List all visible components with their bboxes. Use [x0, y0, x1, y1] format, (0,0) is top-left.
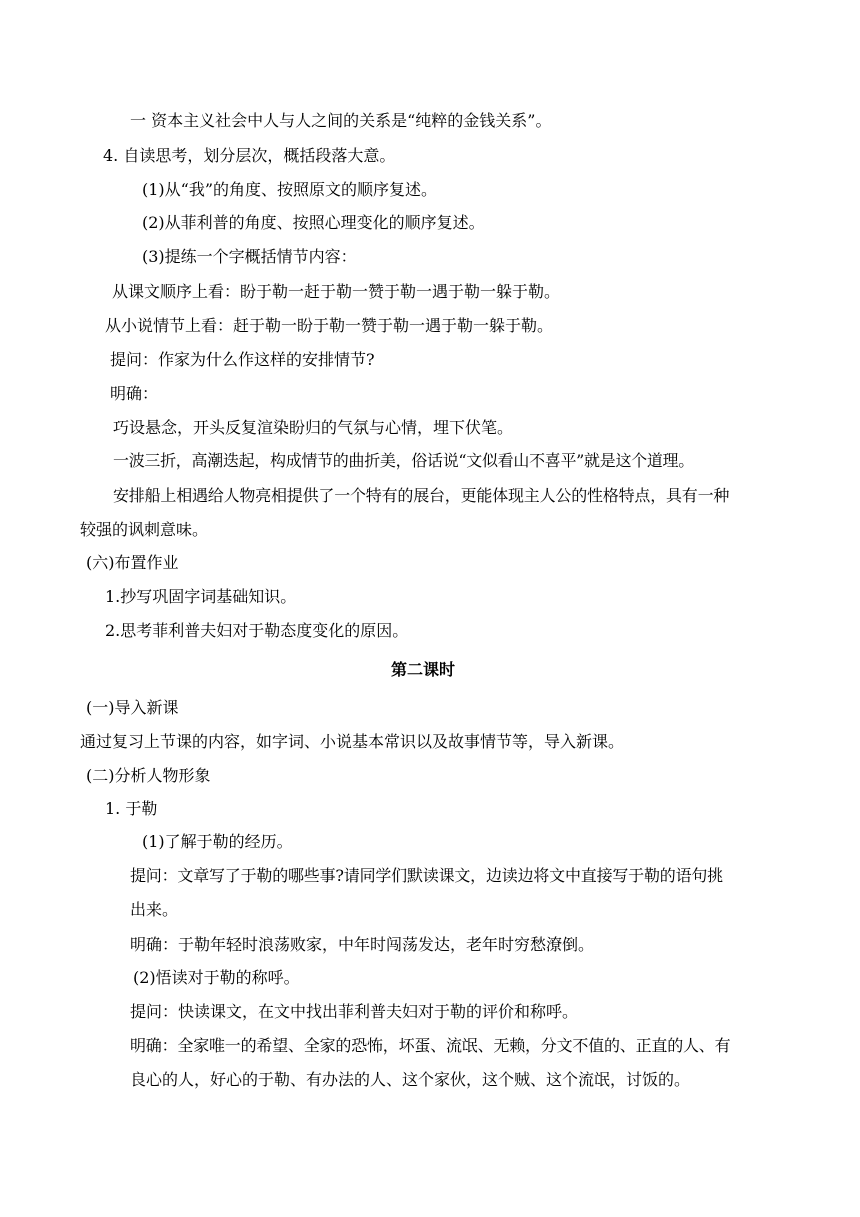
lesson-title: 第二课时	[391, 660, 456, 679]
text-line: 良心的人，好心的于勒、有办法的人、这个家伙，这个贼、这个流氓，讨饭的。	[130, 1070, 691, 1089]
section-heading: (一)导入新课	[86, 698, 179, 717]
text-line: 提问：快读课文，在文中找出菲利普夫妇对于勒的评价和称呼。	[130, 1002, 579, 1021]
text-line: 明确：于勒年轻时浪荡败家，中年时闯荡发达，老年时穷愁潦倒。	[130, 935, 595, 954]
section-heading: (二)分析人物形象	[86, 766, 211, 785]
text-line: 一波三折，高潮迭起，构成情节的曲折美，俗话说“文似看山不喜平”就是这个道理。	[113, 451, 694, 470]
text-line: (2)悟读对于勒的称呼。	[133, 968, 300, 987]
text-line: (1)从“我”的角度、按照原文的顺序复述。	[142, 180, 438, 199]
text-line: (3)提练一个字概括情节内容：	[142, 247, 357, 266]
text-line: 从小说情节上看：赶于勒一盼于勒一赞于勒一遇于勒一躲于勒。	[105, 316, 554, 335]
list-item: 2.思考菲利普夫妇对于勒态度变化的原因。	[105, 621, 409, 640]
text-line: 明确：全家唯一的希望、全家的恐怖，坏蛋、流氓、无赖，分文不值的、正直的人、有	[130, 1036, 731, 1055]
subsection-heading: 1. 于勒	[105, 799, 158, 818]
text-line: 较强的讽刺意味。	[80, 520, 209, 539]
text-line: 通过复习上节课的内容，如字词、小说基本常识以及故事情节等，导入新课。	[80, 732, 625, 751]
text-line: 提问：文章写了于勒的哪些事?请同学们默读课文，边读边将文中直接写于勒的语句挑	[130, 866, 723, 885]
text-line: 提问：作家为什么作这样的安排情节?	[110, 350, 375, 369]
text-line: (2)从菲利普的角度、按照心理变化的顺序复述。	[142, 213, 485, 232]
text-line: 从课文顺序上看：盼于勒一赶于勒一赞于勒一遇于勒一躲于勒。	[112, 282, 561, 301]
text-line: 4. 自读思考，划分层次，概括段落大意。	[103, 146, 396, 165]
text-line: 安排船上相遇给人物亮相提供了一个特有的展台，更能体现主人公的性格特点，具有一种	[113, 486, 730, 505]
text-line: 巧设悬念，开头反复渲染盼归的气氛与心情，埋下伏笔。	[113, 418, 514, 437]
section-heading: (六)布置作业	[86, 553, 179, 572]
text-line: 明确：	[110, 384, 159, 403]
text-line: 一 资本主义社会中人与人之间的关系是“纯粹的金钱关系”。	[130, 111, 552, 130]
text-line: 出来。	[130, 900, 179, 919]
text-line: (1)了解于勒的经历。	[142, 832, 293, 851]
list-item: 1.抄写巩固字词基础知识。	[105, 587, 297, 606]
